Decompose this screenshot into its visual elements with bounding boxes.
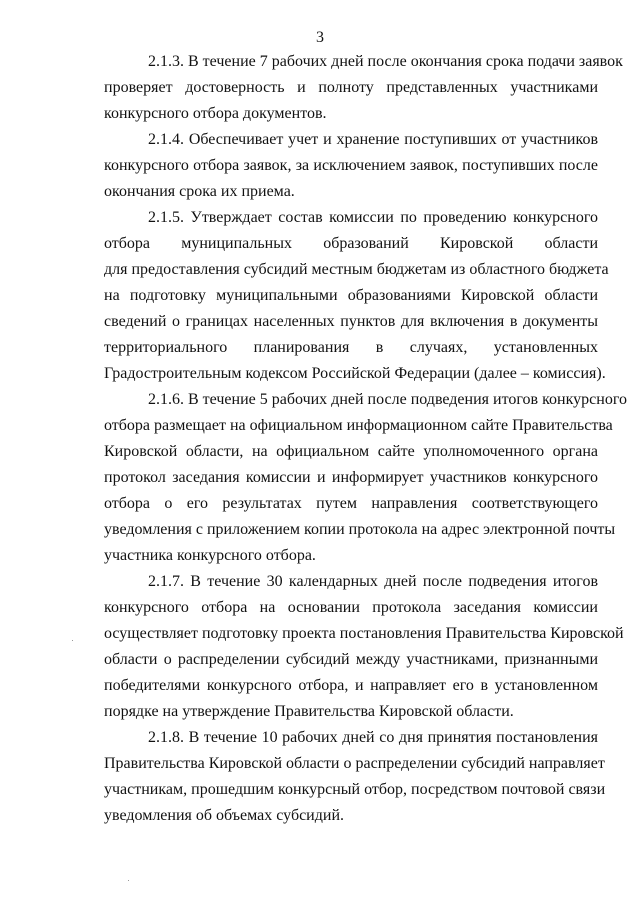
paragraph-line: 2.1.5. Утверждает состав комиссии по проведению конкурсного — [148, 209, 598, 226]
paragraph-line: участника конкурсного отбора. — [104, 547, 316, 564]
paragraph — [104, 725, 606, 829]
paragraph-line: области о распределении субсидий между участниками, признанными — [104, 651, 598, 668]
paragraph-line: на подготовку муниципальными образованиями Кировской области — [104, 287, 598, 304]
paragraph-line: 2.1.7. В течение 30 календарных дней после подведения итогов — [148, 573, 598, 590]
page-number: 3 — [316, 29, 324, 46]
paragraph-line: для предоставления субсидий местным бюджетам из областного бюджета — [104, 261, 609, 278]
paragraph-line: конкурсного отбора на основании протокола заседания комиссии — [104, 599, 598, 616]
paragraph-line: Кировской области, на официальном сайте уполномоченного органа — [104, 443, 598, 460]
paragraph-line: уведомления с приложением копии протокола на адрес электронной почты — [104, 521, 616, 538]
paragraph-line: 2.1.8. В течение 10 рабочих дней со дня принятия постановления — [148, 729, 598, 746]
paragraph-line: конкурсного отбора документов. — [104, 105, 327, 122]
paragraph-line: Правительства Кировской области о распределении субсидий направляет — [104, 755, 605, 772]
paragraph-line: сведений о границах населенных пунктов для включения в документы — [104, 313, 598, 330]
paragraph-line: протокол заседания комиссии и информирует участников конкурсного — [104, 469, 598, 486]
paragraph-line: территориального планирования в случаях, установленных — [104, 339, 598, 356]
paragraph — [104, 569, 624, 725]
paragraph-line: окончания срока их приема. — [104, 183, 295, 200]
paragraph-line: 2.1.6. В течение 5 рабочих дней после подведения итогов конкурсного — [148, 391, 627, 408]
paragraph-line: порядке на утверждение Правительства Кировской области. — [104, 703, 514, 720]
paragraph-line: уведомления об объемах субсидий. — [104, 807, 345, 824]
paragraph-line: конкурсного отбора заявок, за исключением заявок, поступивших после — [104, 157, 598, 174]
paragraph — [104, 387, 627, 569]
scan-speck — [72, 640, 73, 641]
paragraph-line: отбора о его результатах путем направления соответствующего — [104, 495, 598, 512]
paragraph — [104, 49, 623, 127]
paragraph-line: 2.1.3. В течение 7 рабочих дней после окончания срока подачи заявок — [148, 53, 623, 70]
scan-speck — [128, 880, 129, 881]
paragraph-line: участникам, прошедшим конкурсный отбор, посредством почтовой связи — [104, 781, 606, 798]
paragraph-line: 2.1.4. Обеспечивает учет и хранение поступивших от участников — [148, 131, 598, 148]
paragraph-line: отбора размещает на официальном информационном сайте Правительства — [104, 417, 613, 434]
paragraph-line: проверяет достоверность и полноту представленных участниками — [104, 79, 598, 96]
paragraph-line: отбора муниципальных образований Кировской области — [104, 235, 598, 252]
paragraph-line: Градостроительным кодексом Российской Федерации (далее – комиссия). — [104, 365, 606, 382]
paragraph-line: осуществляет подготовку проекта постановления Правительства Кировской — [104, 625, 624, 642]
paragraph-line: победителями конкурсного отбора, и направляет его в установленном — [104, 677, 598, 694]
paragraph — [104, 205, 609, 387]
document-body — [104, 49, 627, 829]
paragraph — [104, 127, 598, 205]
